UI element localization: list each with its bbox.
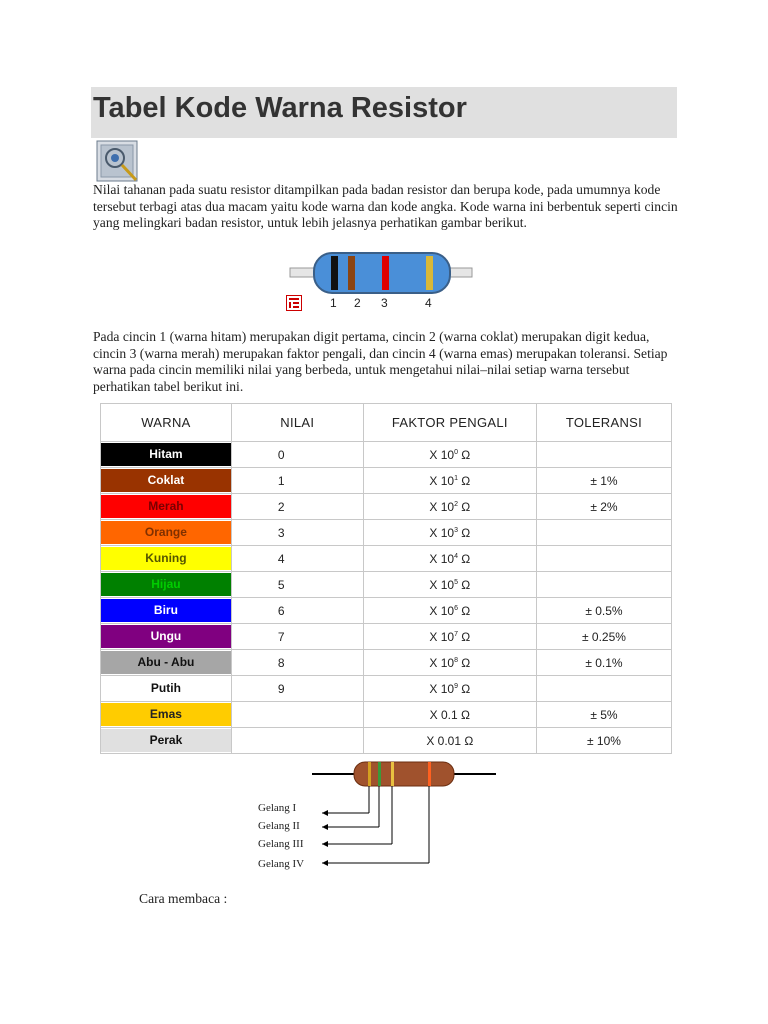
faktor-cell: [363, 598, 536, 624]
image-placeholder-icon: [96, 140, 140, 184]
faktor-cell: [363, 572, 536, 598]
color-code-table: [100, 403, 672, 754]
faktor-cell: [363, 494, 536, 520]
toleransi-cell: ± 2%: [536, 494, 671, 520]
table-row: [101, 728, 672, 754]
faktor-base: X 10: [429, 629, 455, 644]
faktor-base: X 10: [429, 603, 455, 618]
broken-image-icon: [286, 295, 302, 316]
warna-cell: [101, 728, 232, 754]
toleransi-cell: ± 10%: [536, 728, 671, 754]
faktor-cell: [363, 442, 536, 468]
color-swatch: Emas: [101, 703, 231, 726]
faktor-base: X 10: [429, 551, 455, 566]
faktor-base: X 10: [429, 499, 455, 514]
header-faktor: FAKTOR PENGALI: [363, 404, 536, 442]
warna-cell: [101, 494, 232, 520]
toleransi-cell: ± 5%: [536, 702, 671, 728]
faktor-base: X 10: [429, 681, 455, 696]
faktor-cell: [363, 624, 536, 650]
color-swatch: Putih: [101, 677, 231, 700]
table-row: [101, 624, 672, 650]
faktor-base: X 10: [429, 473, 455, 488]
toleransi-cell: [536, 676, 671, 702]
faktor-cell: [363, 676, 536, 702]
nilai-cell: 8: [231, 650, 363, 676]
faktor-exponent: 3: [454, 526, 458, 534]
gelang-label-3: Gelang III: [258, 838, 304, 850]
faktor-cell: [363, 650, 536, 676]
faktor-unit: Ω: [457, 629, 471, 644]
faktor-unit: Ω: [457, 603, 471, 618]
table-row: [101, 546, 672, 572]
faktor-base: X 10: [429, 525, 455, 540]
table-header-row: [101, 404, 672, 442]
faktor-base: X 0.1: [429, 707, 458, 722]
nilai-cell: 1: [231, 468, 363, 494]
faktor-unit: Ω: [457, 525, 471, 540]
faktor-base: X 0.01: [426, 733, 462, 748]
table-row: [101, 650, 672, 676]
color-swatch: Ungu: [101, 625, 231, 648]
color-swatch: Perak: [101, 729, 231, 752]
faktor-unit: Ω: [457, 655, 471, 670]
faktor-cell: [363, 702, 536, 728]
warna-cell: [101, 676, 232, 702]
faktor-exponent: 1: [454, 474, 458, 482]
header-warna: WARNA: [101, 404, 232, 442]
ring-number-4: 4: [425, 296, 432, 310]
faktor-unit: Ω: [457, 551, 471, 566]
header-toleransi: TOLERANSI: [536, 404, 671, 442]
color-swatch: Abu - Abu: [101, 651, 231, 674]
faktor-cell: [363, 546, 536, 572]
table-row: [101, 572, 672, 598]
color-swatch: Hijau: [101, 573, 231, 596]
nilai-cell: 2: [231, 494, 363, 520]
nilai-cell: 6: [231, 598, 363, 624]
title-bar: [91, 87, 677, 138]
explanation-paragraph: Pada cincin 1 (warna hitam) merupakan digit pertama, cincin 2 (warna coklat) merupakan digit kedua, cincin 3 (warna merah) merupakan faktor pengali, dan cincin 4 (warna emas) merupakan toleransi. Setiap warna pada cincin memiliki nilai yang berbeda, untuk mengetahui nilai–nilai setiap warna tersebut perhatikan tabel berikut ini.: [93, 329, 668, 394]
table-row: [101, 676, 672, 702]
header-nilai: NILAI: [231, 404, 363, 442]
faktor-base: X 10: [429, 447, 455, 462]
warna-cell: [101, 442, 232, 468]
color-swatch: Merah: [101, 495, 231, 518]
color-swatch: Coklat: [101, 469, 231, 492]
faktor-cell: [363, 468, 536, 494]
nilai-cell: 7: [231, 624, 363, 650]
toleransi-cell: ± 1%: [536, 468, 671, 494]
table-row: [101, 702, 672, 728]
nilai-cell: 5: [231, 572, 363, 598]
faktor-unit: Ω: [457, 499, 471, 514]
toleransi-cell: [536, 520, 671, 546]
caption-cara-membaca: Cara membaca :: [139, 891, 228, 906]
warna-cell: [101, 598, 232, 624]
gelang-label-2: Gelang II: [258, 820, 300, 832]
nilai-cell: [231, 702, 363, 728]
faktor-unit: Ω: [457, 681, 471, 696]
color-swatch: Biru: [101, 599, 231, 622]
table-row: [101, 598, 672, 624]
faktor-exponent: 7: [454, 630, 458, 638]
ring-number-3: 3: [381, 296, 388, 310]
faktor-exponent: 4: [454, 552, 458, 560]
warna-cell: [101, 572, 232, 598]
color-swatch: Kuning: [101, 547, 231, 570]
page-title: Tabel Kode Warna Resistor: [93, 92, 467, 124]
faktor-exponent: 2: [454, 500, 458, 508]
faktor-cell: [363, 520, 536, 546]
faktor-unit: Ω: [457, 473, 471, 488]
toleransi-cell: [536, 442, 671, 468]
toleransi-cell: [536, 572, 671, 598]
ring-number-1: 1: [330, 296, 337, 310]
faktor-unit: Ω: [457, 707, 470, 722]
nilai-cell: 4: [231, 546, 363, 572]
faktor-exponent: 9: [454, 682, 458, 690]
faktor-exponent: 8: [454, 656, 458, 664]
table-row: [101, 520, 672, 546]
color-swatch: Hitam: [101, 443, 231, 466]
faktor-cell: [363, 728, 536, 754]
nilai-cell: 9: [231, 676, 363, 702]
gelang-label-1: Gelang I: [258, 802, 297, 814]
toleransi-cell: ± 0.5%: [536, 598, 671, 624]
faktor-unit: Ω: [457, 447, 471, 462]
warna-cell: [101, 624, 232, 650]
warna-cell: [101, 702, 232, 728]
nilai-cell: [231, 728, 363, 754]
toleransi-cell: ± 0.25%: [536, 624, 671, 650]
resistor-diagram: [284, 250, 478, 301]
faktor-exponent: 0: [454, 448, 458, 456]
toleransi-cell: ± 0.1%: [536, 650, 671, 676]
faktor-exponent: 6: [454, 604, 458, 612]
warna-cell: [101, 520, 232, 546]
faktor-unit: Ω: [461, 733, 474, 748]
faktor-unit: Ω: [457, 577, 471, 592]
warna-cell: [101, 650, 232, 676]
warna-cell: [101, 468, 232, 494]
nilai-cell: 0: [231, 442, 363, 468]
ring-number-2: 2: [354, 296, 361, 310]
toleransi-cell: [536, 546, 671, 572]
resistor-band-diagram: [258, 755, 498, 878]
intro-paragraph: Nilai tahanan pada suatu resistor ditampilkan pada badan resistor dan berupa kode, pada umumnya kode tersebut terbagi atas dua macam yaitu kode warna dan kode angka. Kode warna ini berbentuk seperti cincin yang melingkari badan resistor, untuk lebih jelasnya perhatikan gambar berikut.: [93, 182, 678, 230]
color-swatch: Orange: [101, 521, 231, 544]
table-row: [101, 468, 672, 494]
table-row: [101, 494, 672, 520]
faktor-exponent: 5: [454, 578, 458, 586]
warna-cell: [101, 546, 232, 572]
nilai-cell: 3: [231, 520, 363, 546]
gelang-label-4: Gelang IV: [258, 858, 305, 870]
faktor-base: X 10: [429, 655, 455, 670]
table-row: [101, 442, 672, 468]
faktor-base: X 10: [429, 577, 455, 592]
